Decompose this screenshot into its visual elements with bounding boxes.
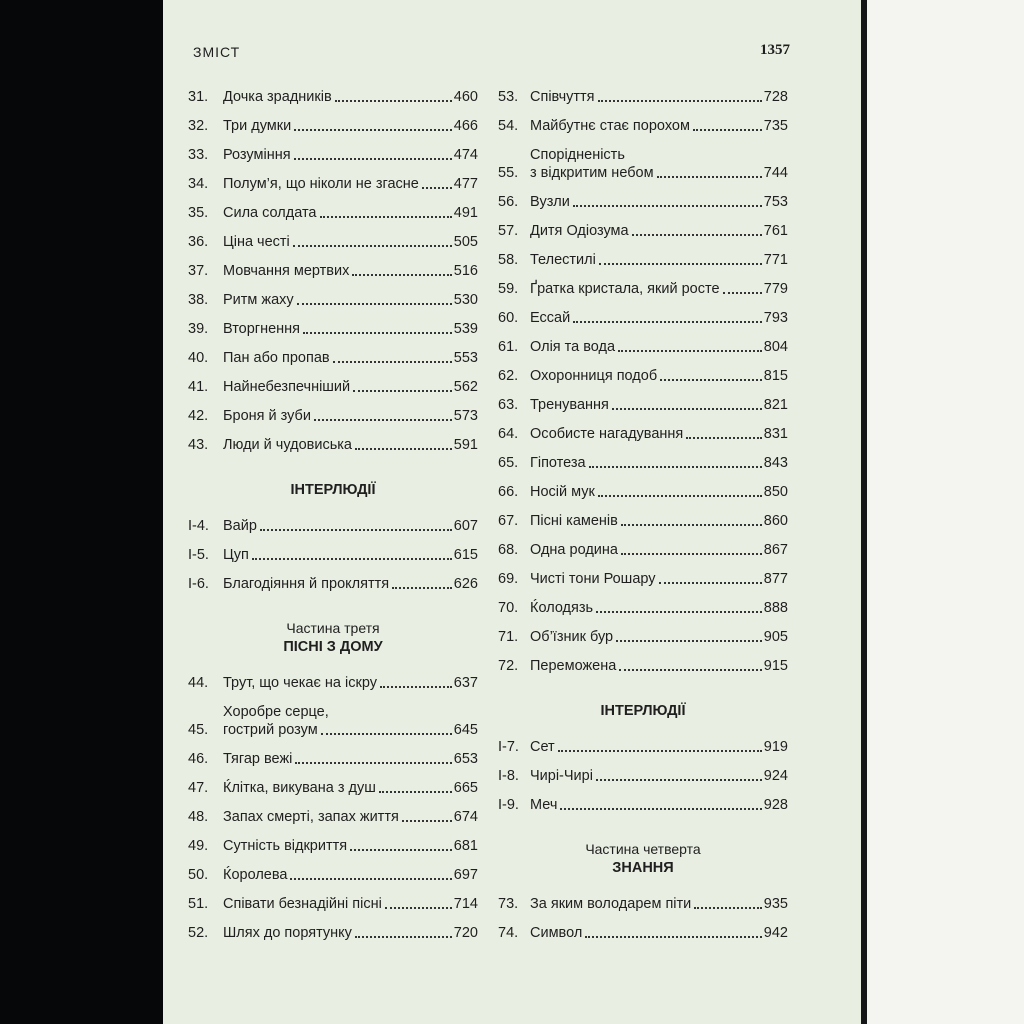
dot-leader: [621, 524, 762, 526]
section-heading-interludes: ІНТЕРЛЮДІЇ: [290, 482, 376, 498]
chapter-page: 539: [453, 321, 478, 337]
chapter-title: Телестилі: [530, 252, 596, 268]
chapter-page: 860: [763, 513, 788, 529]
chapter-title: Мовчання мертвих: [223, 263, 350, 279]
toc-entry[interactable]: [188, 175, 478, 193]
dot-leader: [252, 558, 452, 560]
part-label: Частина третя: [286, 620, 380, 636]
chapter-page: 928: [763, 797, 788, 813]
chapter-page: 637: [453, 675, 478, 691]
chapter-title: Символ: [530, 925, 583, 941]
chapter-page: 924: [763, 768, 788, 784]
dot-leader: [290, 878, 451, 880]
chapter-page: 843: [763, 455, 788, 471]
chapter-title: Меч: [530, 797, 558, 813]
dot-leader: [402, 820, 452, 822]
chapter-page: 653: [453, 751, 478, 767]
chapter-number: 48.: [188, 809, 209, 825]
chapter-number: 73.: [498, 896, 519, 912]
chapter-list: [188, 88, 478, 454]
chapter-title: Запах смерті, запах життя: [223, 809, 399, 825]
toc-entry[interactable]: [498, 628, 788, 646]
chapter-title: Цуп: [223, 547, 249, 563]
chapter-title: Носій мук: [530, 484, 595, 500]
dot-leader: [352, 274, 451, 276]
toc-entry[interactable]: [498, 222, 788, 240]
chapter-page: 591: [453, 437, 478, 453]
toc-entry[interactable]: [188, 924, 478, 942]
dot-leader: [596, 611, 762, 613]
chapter-number: 44.: [188, 675, 209, 691]
chapter-title: Люди й чудовиська: [223, 437, 352, 453]
dot-leader: [598, 495, 762, 497]
chapter-number: 64.: [498, 426, 519, 442]
toc-entry[interactable]: [498, 338, 788, 356]
chapter-page: 573: [453, 408, 478, 424]
chapter-page: 607: [453, 518, 478, 534]
toc-entry[interactable]: [188, 895, 478, 913]
chapter-page: 530: [453, 292, 478, 308]
chapter-title: Найнебезпечніший: [223, 379, 351, 395]
chapter-page: 935: [763, 896, 788, 912]
chapter-title: Сила солдата: [223, 205, 317, 221]
dot-leader: [335, 100, 452, 102]
chapter-number: 55.: [498, 165, 519, 181]
chapter-page: 665: [453, 780, 478, 796]
dot-leader: [385, 907, 452, 909]
chapter-number: 46.: [188, 751, 209, 767]
dot-leader: [589, 466, 762, 468]
dot-leader: [660, 379, 762, 381]
chapter-page: 562: [453, 379, 478, 395]
chapter-title: Розуміння: [223, 147, 291, 163]
dot-leader: [320, 216, 452, 218]
chapter-page: 466: [453, 118, 478, 134]
chapter-number: 56.: [498, 194, 519, 210]
toc-entry[interactable]: [188, 88, 478, 106]
chapter-number: І-8.: [498, 768, 519, 784]
toc-entry[interactable]: [188, 575, 478, 593]
dot-leader: [632, 234, 762, 236]
chapter-title: Гіпотеза: [530, 455, 586, 471]
chapter-title: Дитя Одіозума: [530, 223, 629, 239]
toc-entry[interactable]: [188, 546, 478, 564]
chapter-title: Ќлітка, викувана з душ: [223, 780, 376, 796]
dot-leader: [392, 587, 452, 589]
toc-entry[interactable]: [498, 88, 788, 106]
chapter-title: Вайр: [223, 518, 257, 534]
chapter-page: 753: [763, 194, 788, 210]
chapter-number: І-9.: [498, 797, 519, 813]
chapter-number: 67.: [498, 513, 519, 529]
toc-entry[interactable]: [188, 517, 478, 535]
toc-entry[interactable]: [498, 924, 788, 942]
page-number: 1357: [760, 42, 790, 58]
chapter-number: 72.: [498, 658, 519, 674]
chapter-page: 460: [453, 89, 478, 105]
dot-leader: [596, 779, 762, 781]
toc-entry[interactable]: [188, 233, 478, 251]
chapter-page: 720: [453, 925, 478, 941]
chapter-number: 71.: [498, 629, 519, 645]
chapter-title: Броня й зуби: [223, 408, 311, 424]
dot-leader: [355, 936, 452, 938]
chapter-title: Благодіяння й прокляття: [223, 576, 390, 592]
chapter-number: 50.: [188, 867, 209, 883]
chapter-number: 68.: [498, 542, 519, 558]
chapter-number: 37.: [188, 263, 209, 279]
chapter-number: 42.: [188, 408, 209, 424]
chapter-title-line1: Хоробре серце,: [223, 704, 329, 720]
chapter-title-line2: з відкритим небом: [530, 165, 654, 181]
chapter-number: 49.: [188, 838, 209, 854]
toc-entry[interactable]: [498, 599, 788, 617]
chapter-number: 66.: [498, 484, 519, 500]
toc-entry[interactable]: [188, 262, 478, 280]
chapter-title: Дочка зрадників: [223, 89, 332, 105]
chapter-number: 52.: [188, 925, 209, 941]
dot-leader: [314, 419, 452, 421]
toc-entry[interactable]: [498, 396, 788, 414]
chapter-number: І-4.: [188, 518, 209, 534]
dot-leader: [616, 640, 762, 642]
dot-leader: [686, 437, 762, 439]
dot-leader: [295, 762, 451, 764]
dot-leader: [294, 129, 452, 131]
toc-entry[interactable]: [188, 779, 478, 797]
chapter-number: І-6.: [188, 576, 209, 592]
chapter-number: 74.: [498, 925, 519, 941]
toc-entry[interactable]: [498, 895, 788, 913]
part-title: ПІСНІ З ДОМУ: [283, 639, 383, 655]
chapter-page: 516: [453, 263, 478, 279]
toc-entry[interactable]: [188, 117, 478, 135]
chapter-title: Тренування: [530, 397, 609, 413]
toc-entry[interactable]: [498, 367, 788, 385]
dot-leader: [599, 263, 762, 265]
chapter-title: Об’їзник бур: [530, 629, 614, 645]
chapter-title: Три думки: [223, 118, 292, 134]
toc-entry[interactable]: [188, 866, 478, 884]
interlude-list: [188, 517, 478, 593]
dot-leader: [694, 907, 762, 909]
toc-entry[interactable]: [498, 767, 788, 785]
chapter-page: 674: [453, 809, 478, 825]
chapter-number: І-7.: [498, 739, 519, 755]
toc-entry[interactable]: [498, 483, 788, 501]
chapter-number: 41.: [188, 379, 209, 395]
chapter-number: 31.: [188, 89, 209, 105]
toc-entry[interactable]: [498, 738, 788, 756]
chapter-title: Ціна честі: [223, 234, 290, 250]
toc-entry[interactable]: [498, 309, 788, 327]
chapter-number: 69.: [498, 571, 519, 587]
toc-entry[interactable]: [188, 837, 478, 855]
toc-entry[interactable]: [498, 280, 788, 298]
dot-leader: [380, 686, 452, 688]
chapter-number: І-5.: [188, 547, 209, 563]
chapter-number: 35.: [188, 205, 209, 221]
dot-leader: [573, 205, 762, 207]
scan-border-right: [861, 0, 867, 1024]
part-title: ЗНАННЯ: [612, 860, 674, 876]
chapter-page: 645: [453, 722, 478, 738]
chapter-title: Сутність відкриття: [223, 838, 348, 854]
toc-entry[interactable]: [188, 407, 478, 425]
chapter-title: Вузли: [530, 194, 570, 210]
toc-entry[interactable]: [188, 808, 478, 826]
chapter-page: 477: [453, 176, 478, 192]
dot-leader: [621, 553, 762, 555]
toc-entry[interactable]: [188, 204, 478, 222]
chapter-page: 815: [763, 368, 788, 384]
chapter-page: 905: [763, 629, 788, 645]
dot-leader: [657, 176, 762, 178]
chapter-page: 877: [763, 571, 788, 587]
chapter-page: 804: [763, 339, 788, 355]
chapter-page: 850: [763, 484, 788, 500]
toc-entry[interactable]: [498, 796, 788, 814]
toc-entry[interactable]: [188, 349, 478, 367]
toc-entry[interactable]: [188, 320, 478, 338]
chapter-title-line2: гострий розум: [223, 722, 318, 738]
chapter-title: Співчуття: [530, 89, 595, 105]
chapter-title: Трут, що чекає на іскру: [223, 675, 377, 691]
chapter-title: Пан або пропав: [223, 350, 330, 366]
chapter-title: За яким володарем піти: [530, 896, 692, 912]
chapter-number: 33.: [188, 147, 209, 163]
chapter-number: 58.: [498, 252, 519, 268]
chapter-page: 681: [453, 838, 478, 854]
running-header: ЗМІСТ: [193, 44, 241, 60]
scan-border-left: [0, 0, 163, 1024]
part-label: Частина четверта: [585, 841, 701, 857]
chapter-title: Переможена: [530, 658, 617, 674]
toc-column-left: [188, 88, 478, 953]
dot-leader: [379, 791, 452, 793]
dot-leader: [619, 669, 761, 671]
toc-entry[interactable]: [498, 657, 788, 675]
chapter-list: [498, 193, 788, 675]
chapter-number: 40.: [188, 350, 209, 366]
chapter-title: Полум’я, що ніколи не згасне: [223, 176, 419, 192]
dot-leader: [333, 361, 452, 363]
dot-leader: [560, 808, 761, 810]
chapter-number: 62.: [498, 368, 519, 384]
dot-leader: [659, 582, 762, 584]
toc-entry[interactable]: [188, 750, 478, 768]
chapter-title: Особисте нагадування: [530, 426, 684, 442]
toc-entry[interactable]: [498, 251, 788, 269]
dot-leader: [723, 292, 762, 294]
chapter-number: 54.: [498, 118, 519, 134]
chapter-number: 61.: [498, 339, 519, 355]
chapter-title: Одна родина: [530, 542, 618, 558]
chapter-number: 65.: [498, 455, 519, 471]
chapter-title: Тягар вежі: [223, 751, 293, 767]
dot-leader: [598, 100, 762, 102]
dot-leader: [260, 529, 452, 531]
chapter-title: Ќолодязь: [530, 600, 594, 616]
chapter-number: 43.: [188, 437, 209, 453]
chapter-number: 32.: [188, 118, 209, 134]
dot-leader: [297, 303, 452, 305]
chapter-title: Ритм жаху: [223, 292, 294, 308]
chapter-number: 63.: [498, 397, 519, 413]
dot-leader: [303, 332, 452, 334]
chapter-page: 761: [763, 223, 788, 239]
chapter-title: Вторгнення: [223, 321, 301, 337]
toc-entry[interactable]: [498, 425, 788, 443]
dot-leader: [350, 849, 452, 851]
chapter-title: Ќоролева: [223, 867, 288, 883]
chapter-number: 57.: [498, 223, 519, 239]
toc-entry[interactable]: [498, 193, 788, 211]
chapter-number: 45.: [188, 722, 209, 738]
chapter-title-line1: Спорідненість: [530, 147, 625, 163]
toc-entry[interactable]: [188, 436, 478, 454]
toc-entry[interactable]: [188, 703, 478, 739]
interlude-list: [498, 738, 788, 814]
chapter-number: 60.: [498, 310, 519, 326]
chapter-number: 47.: [188, 780, 209, 796]
chapter-title: Сет: [530, 739, 555, 755]
toc-entry[interactable]: [188, 146, 478, 164]
chapter-page: 779: [763, 281, 788, 297]
chapter-list: [498, 895, 788, 942]
toc-entry[interactable]: [498, 146, 788, 182]
dot-leader: [618, 350, 762, 352]
toc-entry[interactable]: [188, 291, 478, 309]
chapter-page: 942: [763, 925, 788, 941]
chapter-title: Шлях до порятунку: [223, 925, 352, 941]
chapter-page: 821: [763, 397, 788, 413]
dot-leader: [355, 448, 452, 450]
dot-leader: [612, 408, 762, 410]
chapter-title: Охоронниця подоб: [530, 368, 658, 384]
chapter-number: 39.: [188, 321, 209, 337]
toc-entry[interactable]: [188, 378, 478, 396]
chapter-number: 36.: [188, 234, 209, 250]
dot-leader: [558, 750, 762, 752]
chapter-title: Ґратка кристала, який росте: [530, 281, 720, 297]
chapter-page: 505: [453, 234, 478, 250]
chapter-title: Майбутнє стає порохом: [530, 118, 690, 134]
chapter-page: 771: [763, 252, 788, 268]
dot-leader: [353, 390, 452, 392]
toc-entry[interactable]: [498, 454, 788, 472]
chapter-page: 867: [763, 542, 788, 558]
chapter-page: 553: [453, 350, 478, 366]
chapter-page: 831: [763, 426, 788, 442]
chapter-number: 59.: [498, 281, 519, 297]
chapter-page: 728: [763, 89, 788, 105]
toc-entry[interactable]: [498, 541, 788, 559]
chapter-page: 626: [453, 576, 478, 592]
chapter-title: Чирі-Чирі: [530, 768, 593, 784]
chapter-page: 793: [763, 310, 788, 326]
chapter-list: [188, 750, 478, 942]
chapter-number: 51.: [188, 896, 209, 912]
chapter-page: 474: [453, 147, 478, 163]
dot-leader: [585, 936, 762, 938]
dot-leader: [422, 187, 452, 189]
chapter-page: 697: [453, 867, 478, 883]
chapter-number: 53.: [498, 89, 519, 105]
chapter-page: 714: [453, 896, 478, 912]
chapter-number: 70.: [498, 600, 519, 616]
dot-leader: [293, 245, 452, 247]
chapter-title: Чисті тони Рошару: [530, 571, 656, 587]
chapter-page: 744: [763, 165, 788, 181]
chapter-title: Пісні каменів: [530, 513, 618, 529]
dot-leader: [573, 321, 762, 323]
chapter-title: Співати безнадійні пісні: [223, 896, 382, 912]
dot-leader: [693, 129, 762, 131]
toc-entry[interactable]: [498, 570, 788, 588]
chapter-number: 34.: [188, 176, 209, 192]
chapter-title: Олія та вода: [530, 339, 616, 355]
dot-leader: [294, 158, 452, 160]
chapter-title: Ессай: [530, 310, 571, 326]
dot-leader: [321, 733, 452, 735]
chapter-page: 919: [763, 739, 788, 755]
chapter-number: 38.: [188, 292, 209, 308]
chapter-page: 491: [453, 205, 478, 221]
chapter-page: 735: [763, 118, 788, 134]
toc-entry[interactable]: [498, 512, 788, 530]
chapter-page: 615: [453, 547, 478, 563]
chapter-page: 915: [763, 658, 788, 674]
section-heading-interludes: ІНТЕРЛЮДІЇ: [600, 703, 686, 719]
toc-entry[interactable]: [188, 674, 478, 692]
chapter-page: 888: [763, 600, 788, 616]
toc-entry[interactable]: [498, 117, 788, 135]
toc-column-right: [498, 88, 788, 953]
